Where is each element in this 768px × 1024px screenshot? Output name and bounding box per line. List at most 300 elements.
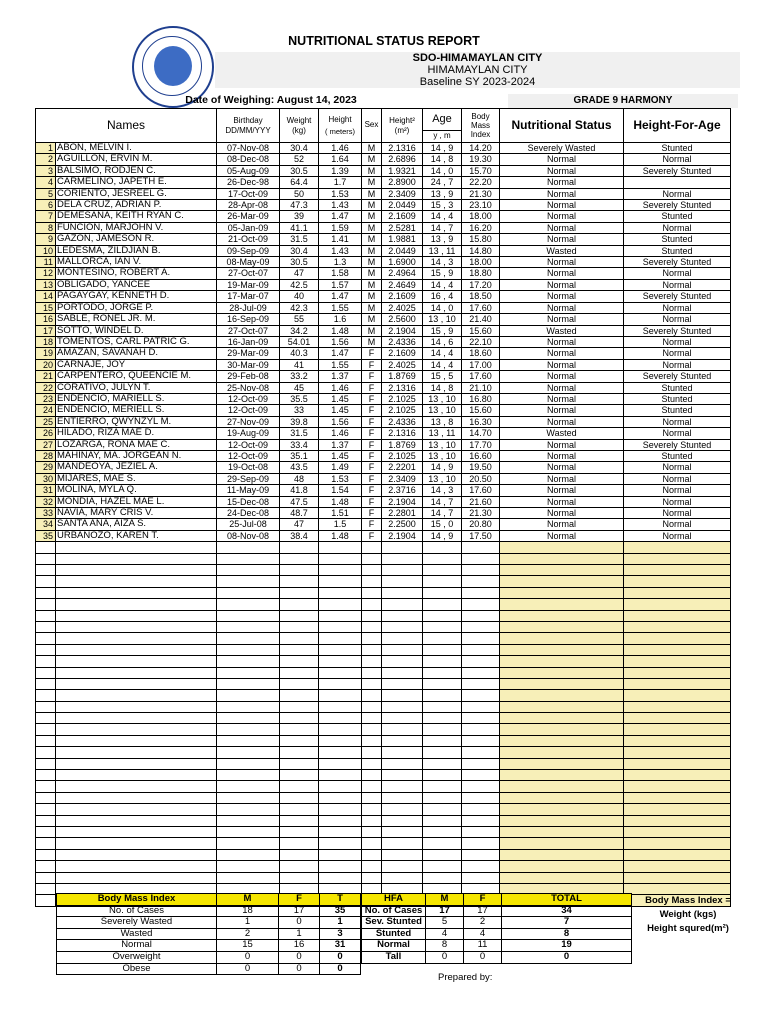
- empty-cell: [280, 804, 319, 815]
- empty-cell: [500, 678, 624, 689]
- height-squared: 2.3409: [382, 473, 423, 484]
- bmi: 17.60: [462, 302, 500, 313]
- student-name: ABON, MELVIN I.: [56, 143, 217, 154]
- empty-cell: [624, 599, 731, 610]
- table-row: [36, 279, 731, 290]
- nutritional-status: Normal: [500, 177, 624, 188]
- empty-cell: [362, 735, 382, 746]
- height-for-age: Normal: [624, 336, 731, 347]
- height-squared: 2.4964: [382, 268, 423, 279]
- bmi-summary-cell: Severely Wasted: [57, 917, 217, 929]
- age: 14 , 8: [423, 154, 462, 165]
- student-name: MALLORCA, IAN V.: [56, 257, 217, 268]
- empty-cell: [319, 690, 362, 701]
- empty-cell: [462, 565, 500, 576]
- empty-cell: [382, 815, 423, 826]
- empty-cell: [56, 644, 217, 655]
- empty-cell: [56, 701, 217, 712]
- height-for-age: Normal: [624, 462, 731, 473]
- empty-cell: [36, 826, 56, 837]
- sex: M: [362, 211, 382, 222]
- age: 14 , 7: [423, 222, 462, 233]
- empty-cell: [36, 883, 56, 894]
- empty-cell: [462, 838, 500, 849]
- empty-row: [36, 792, 731, 803]
- age: 14 , 9: [423, 143, 462, 154]
- height: 1.51: [319, 508, 362, 519]
- height: 1.56: [319, 416, 362, 427]
- empty-cell: [462, 701, 500, 712]
- age: 24 , 7: [423, 177, 462, 188]
- sex: F: [362, 348, 382, 359]
- weight: 47.5: [280, 496, 319, 507]
- height-squared: 2.2201: [382, 462, 423, 473]
- height-squared: 2.1316: [382, 428, 423, 439]
- row-number: 12: [36, 268, 56, 279]
- empty-cell: [382, 701, 423, 712]
- empty-cell: [319, 849, 362, 860]
- empty-cell: [362, 587, 382, 598]
- table-row: [36, 245, 731, 256]
- weight: 47: [280, 519, 319, 530]
- empty-cell: [36, 781, 56, 792]
- sex: F: [362, 382, 382, 393]
- empty-cell: [36, 804, 56, 815]
- height: 1.46: [319, 143, 362, 154]
- empty-cell: [624, 587, 731, 598]
- bmi: 21.60: [462, 496, 500, 507]
- hfa-summary-row: [362, 951, 632, 963]
- bmi-summary-row: [57, 951, 361, 963]
- col-height: Height ( meters): [319, 109, 362, 143]
- empty-cell: [624, 804, 731, 815]
- weight: 41: [280, 359, 319, 370]
- height-squared: 1.8769: [382, 371, 423, 382]
- empty-cell: [319, 815, 362, 826]
- weight: 30.4: [280, 245, 319, 256]
- hfa-summary-cell: Sev. Stunted: [362, 917, 426, 929]
- empty-cell: [423, 735, 462, 746]
- bmi: 22.20: [462, 177, 500, 188]
- height: 1.48: [319, 325, 362, 336]
- empty-cell: [362, 849, 382, 860]
- height-for-age: Normal: [624, 348, 731, 359]
- bmi: 18.00: [462, 211, 500, 222]
- empty-cell: [362, 678, 382, 689]
- height-for-age: Normal: [624, 519, 731, 530]
- row-number: 1: [36, 143, 56, 154]
- hfa-summary-cell: 4: [426, 928, 464, 940]
- sex: M: [362, 222, 382, 233]
- table-row: [36, 393, 731, 404]
- student-name: HILADO, RIZA MAE D.: [56, 428, 217, 439]
- empty-cell: [624, 621, 731, 632]
- empty-cell: [423, 553, 462, 564]
- row-number: 4: [36, 177, 56, 188]
- empty-cell: [217, 735, 280, 746]
- empty-cell: [382, 644, 423, 655]
- bmi-summary-row: [57, 963, 361, 975]
- weight: 35.1: [280, 450, 319, 461]
- student-name: CARPENTERO, QUEENCIE M.: [56, 371, 217, 382]
- height-for-age: Normal: [624, 154, 731, 165]
- birthday: 08-Nov-08: [217, 530, 280, 541]
- height-for-age: Normal: [624, 302, 731, 313]
- empty-row: [36, 633, 731, 644]
- birthday: 26-Dec-98: [217, 177, 280, 188]
- hfa-summary-cell: 7: [502, 917, 632, 929]
- empty-cell: [217, 633, 280, 644]
- table-row: [36, 416, 731, 427]
- row-number: 9: [36, 234, 56, 245]
- empty-cell: [362, 815, 382, 826]
- date-of-weighing: Date of Weighing: August 14, 2023: [185, 94, 357, 106]
- height-for-age: Stunted: [624, 393, 731, 404]
- weight: 40.3: [280, 348, 319, 359]
- empty-cell: [280, 815, 319, 826]
- empty-cell: [217, 621, 280, 632]
- sex: M: [362, 200, 382, 211]
- student-name: AGUILLON, ERVIN M.: [56, 154, 217, 165]
- empty-cell: [624, 758, 731, 769]
- height: 1.59: [319, 222, 362, 233]
- empty-cell: [462, 576, 500, 587]
- empty-cell: [362, 781, 382, 792]
- empty-cell: [319, 735, 362, 746]
- student-name: OBLIGADO, YANCEE: [56, 279, 217, 290]
- empty-cell: [423, 576, 462, 587]
- bmi: 17.70: [462, 439, 500, 450]
- empty-cell: [382, 542, 423, 553]
- empty-cell: [319, 747, 362, 758]
- row-number: 30: [36, 473, 56, 484]
- sex: F: [362, 439, 382, 450]
- empty-cell: [56, 861, 217, 872]
- empty-cell: [500, 804, 624, 815]
- empty-cell: [319, 644, 362, 655]
- nutritional-status: Normal: [500, 462, 624, 473]
- empty-cell: [280, 747, 319, 758]
- student-name: LEDESMA, ZILDJIAN B.: [56, 245, 217, 256]
- height-for-age: Normal: [624, 359, 731, 370]
- empty-cell: [280, 667, 319, 678]
- empty-cell: [56, 542, 217, 553]
- empty-cell: [319, 576, 362, 587]
- empty-cell: [280, 599, 319, 610]
- empty-cell: [217, 701, 280, 712]
- empty-cell: [36, 747, 56, 758]
- age: 13 , 11: [423, 428, 462, 439]
- empty-cell: [280, 826, 319, 837]
- birthday: 27-Oct-07: [217, 268, 280, 279]
- height-squared: 2.1609: [382, 348, 423, 359]
- empty-cell: [500, 701, 624, 712]
- sex: F: [362, 450, 382, 461]
- empty-row: [36, 713, 731, 724]
- empty-cell: [56, 690, 217, 701]
- empty-cell: [624, 781, 731, 792]
- empty-row: [36, 690, 731, 701]
- height: 1.53: [319, 188, 362, 199]
- row-number: 27: [36, 439, 56, 450]
- empty-row: [36, 758, 731, 769]
- hfa-summary-cell: Stunted: [362, 928, 426, 940]
- empty-cell: [624, 792, 731, 803]
- empty-cell: [319, 656, 362, 667]
- weight: 47: [280, 268, 319, 279]
- student-name: URBANOZO, KAREN T.: [56, 530, 217, 541]
- height-for-age: Severely Stunted: [624, 200, 731, 211]
- empty-cell: [624, 747, 731, 758]
- table-row: [36, 439, 731, 450]
- empty-cell: [624, 644, 731, 655]
- table-row: [36, 200, 731, 211]
- birthday: 27-Nov-09: [217, 416, 280, 427]
- hfa-summary-row: [362, 928, 632, 940]
- empty-cell: [500, 724, 624, 735]
- empty-cell: [462, 667, 500, 678]
- empty-cell: [423, 815, 462, 826]
- empty-row: [36, 781, 731, 792]
- student-name: MIJARES, MAE S.: [56, 473, 217, 484]
- age: 13 , 10: [423, 439, 462, 450]
- empty-cell: [382, 713, 423, 724]
- table-row: [36, 257, 731, 268]
- empty-row: [36, 587, 731, 598]
- empty-cell: [362, 758, 382, 769]
- empty-cell: [362, 667, 382, 678]
- sex: M: [362, 245, 382, 256]
- bmi: 16.20: [462, 222, 500, 233]
- bmi-summary-row: [57, 917, 361, 929]
- empty-row: [36, 610, 731, 621]
- empty-cell: [217, 713, 280, 724]
- height-for-age: Normal: [624, 530, 731, 541]
- empty-row: [36, 735, 731, 746]
- empty-cell: [56, 633, 217, 644]
- empty-cell: [500, 599, 624, 610]
- height: 1.57: [319, 279, 362, 290]
- height-for-age: Severely Stunted: [624, 291, 731, 302]
- birthday: 29-Feb-08: [217, 371, 280, 382]
- empty-cell: [280, 576, 319, 587]
- table-row: [36, 325, 731, 336]
- height-squared: 2.0449: [382, 200, 423, 211]
- bmi: 17.00: [462, 359, 500, 370]
- row-number: 23: [36, 393, 56, 404]
- weight: 50: [280, 188, 319, 199]
- empty-cell: [56, 826, 217, 837]
- hfa-summary-header: [362, 894, 632, 906]
- empty-cell: [280, 644, 319, 655]
- hfa-summary-cell: No. of Cases: [362, 905, 426, 917]
- height-squared: 2.1609: [382, 291, 423, 302]
- row-number: 28: [36, 450, 56, 461]
- empty-cell: [280, 587, 319, 598]
- empty-cell: [36, 770, 56, 781]
- birthday: 16-Jan-09: [217, 336, 280, 347]
- table-row: [36, 302, 731, 313]
- empty-cell: [217, 861, 280, 872]
- row-number: 3: [36, 165, 56, 176]
- bmi: 19.50: [462, 462, 500, 473]
- empty-cell: [319, 724, 362, 735]
- birthday: 09-Sep-09: [217, 245, 280, 256]
- bmi-summary-cell: 1: [279, 928, 320, 940]
- hfa-summary-cell: 2: [464, 917, 502, 929]
- empty-cell: [217, 758, 280, 769]
- empty-cell: [624, 838, 731, 849]
- bmi-summary-cell: No. of Cases: [57, 905, 217, 917]
- empty-cell: [280, 621, 319, 632]
- weight: 55: [280, 314, 319, 325]
- student-name: LOZARGA, RONA MAE C.: [56, 439, 217, 450]
- empty-cell: [462, 747, 500, 758]
- student-name: CORATIVO, JULYN T.: [56, 382, 217, 393]
- empty-cell: [500, 576, 624, 587]
- height-squared: 2.4336: [382, 416, 423, 427]
- age: 14 , 3: [423, 257, 462, 268]
- empty-cell: [217, 792, 280, 803]
- hfa-summary-cell: 17: [426, 905, 464, 917]
- sex: M: [362, 314, 382, 325]
- empty-cell: [36, 872, 56, 883]
- empty-cell: [423, 565, 462, 576]
- bmi-summary-cell: 0: [320, 963, 361, 975]
- empty-cell: [217, 872, 280, 883]
- empty-row: [36, 872, 731, 883]
- empty-cell: [362, 701, 382, 712]
- empty-cell: [462, 781, 500, 792]
- height-squared: 1.9881: [382, 234, 423, 245]
- empty-cell: [423, 713, 462, 724]
- empty-cell: [217, 815, 280, 826]
- bmi: 20.80: [462, 519, 500, 530]
- age: 13 , 10: [423, 393, 462, 404]
- student-name: MONDIA, HAZEL MAE L.: [56, 496, 217, 507]
- birthday: 17-Oct-09: [217, 188, 280, 199]
- empty-cell: [362, 872, 382, 883]
- empty-cell: [500, 815, 624, 826]
- empty-cell: [423, 587, 462, 598]
- grade-section: GRADE 9 HARMONY: [508, 94, 738, 108]
- empty-cell: [36, 644, 56, 655]
- age: 14 , 7: [423, 508, 462, 519]
- report-title: NUTRITIONAL STATUS REPORT: [288, 34, 480, 48]
- empty-cell: [56, 621, 217, 632]
- height-squared: 2.5600: [382, 314, 423, 325]
- bmi-summary-cell: 3: [320, 928, 361, 940]
- empty-cell: [462, 770, 500, 781]
- empty-cell: [36, 758, 56, 769]
- empty-cell: [280, 553, 319, 564]
- empty-cell: [319, 861, 362, 872]
- empty-cell: [280, 633, 319, 644]
- student-name: DELA CRUZ, ADRIAN P.: [56, 200, 217, 211]
- bmi-summary-header-cell: M: [217, 894, 279, 906]
- hfa-summary-cell: 8: [502, 928, 632, 940]
- empty-cell: [500, 713, 624, 724]
- nutritional-status: Normal: [500, 302, 624, 313]
- birthday: 16-Sep-09: [217, 314, 280, 325]
- empty-cell: [217, 576, 280, 587]
- empty-cell: [500, 758, 624, 769]
- bmi: 19.30: [462, 154, 500, 165]
- sex: M: [362, 154, 382, 165]
- height-squared: 2.1904: [382, 530, 423, 541]
- height-for-age: Stunted: [624, 405, 731, 416]
- bmi-summary-cell: 35: [320, 905, 361, 917]
- bmi-summary-cell: 0: [217, 963, 279, 975]
- height: 1.58: [319, 268, 362, 279]
- bmi-summary-row: [57, 940, 361, 952]
- weight: 38.4: [280, 530, 319, 541]
- empty-cell: [382, 576, 423, 587]
- student-name: TOMENTOS, CARL PATRIC G.: [56, 336, 217, 347]
- height: 1.53: [319, 473, 362, 484]
- empty-cell: [382, 599, 423, 610]
- empty-row: [36, 724, 731, 735]
- weight: 33.4: [280, 439, 319, 450]
- empty-cell: [280, 861, 319, 872]
- height-for-age: Severely Stunted: [624, 165, 731, 176]
- empty-row: [36, 621, 731, 632]
- bmi-summary-cell: 0: [279, 963, 320, 975]
- student-name: MONTESINO, ROBERT A.: [56, 268, 217, 279]
- empty-row: [36, 656, 731, 667]
- col-nutritional-status: Nutritional Status: [500, 109, 624, 143]
- empty-cell: [382, 804, 423, 815]
- age: 16 , 4: [423, 291, 462, 302]
- birthday: 28-Apr-08: [217, 200, 280, 211]
- empty-cell: [500, 781, 624, 792]
- empty-cell: [362, 804, 382, 815]
- sex: F: [362, 496, 382, 507]
- height: 1.43: [319, 245, 362, 256]
- empty-cell: [217, 849, 280, 860]
- age: 15 , 9: [423, 325, 462, 336]
- bmi: 23.10: [462, 200, 500, 211]
- table-row: [36, 462, 731, 473]
- nutritional-status: Normal: [500, 359, 624, 370]
- nutritional-status: Normal: [500, 165, 624, 176]
- bmi-summary-header-cell: T: [320, 894, 361, 906]
- empty-cell: [319, 667, 362, 678]
- height: 1.56: [319, 336, 362, 347]
- empty-cell: [36, 610, 56, 621]
- sex: F: [362, 485, 382, 496]
- empty-cell: [217, 610, 280, 621]
- empty-cell: [382, 565, 423, 576]
- empty-cell: [56, 872, 217, 883]
- empty-cell: [56, 553, 217, 564]
- empty-cell: [56, 724, 217, 735]
- empty-cell: [319, 542, 362, 553]
- empty-cell: [362, 621, 382, 632]
- empty-cell: [217, 644, 280, 655]
- hfa-summary-cell: Normal: [362, 940, 426, 952]
- empty-row: [36, 770, 731, 781]
- empty-cell: [362, 861, 382, 872]
- bmi-formula: Body Mass Index = Weight (kgs) Height squred(m²): [645, 895, 731, 934]
- empty-cell: [423, 861, 462, 872]
- nutritional-status: Normal: [500, 439, 624, 450]
- empty-cell: [56, 758, 217, 769]
- student-name: MAHINAY, MA. JORGEAN N.: [56, 450, 217, 461]
- empty-cell: [500, 747, 624, 758]
- empty-cell: [462, 656, 500, 667]
- birthday: 30-Mar-09: [217, 359, 280, 370]
